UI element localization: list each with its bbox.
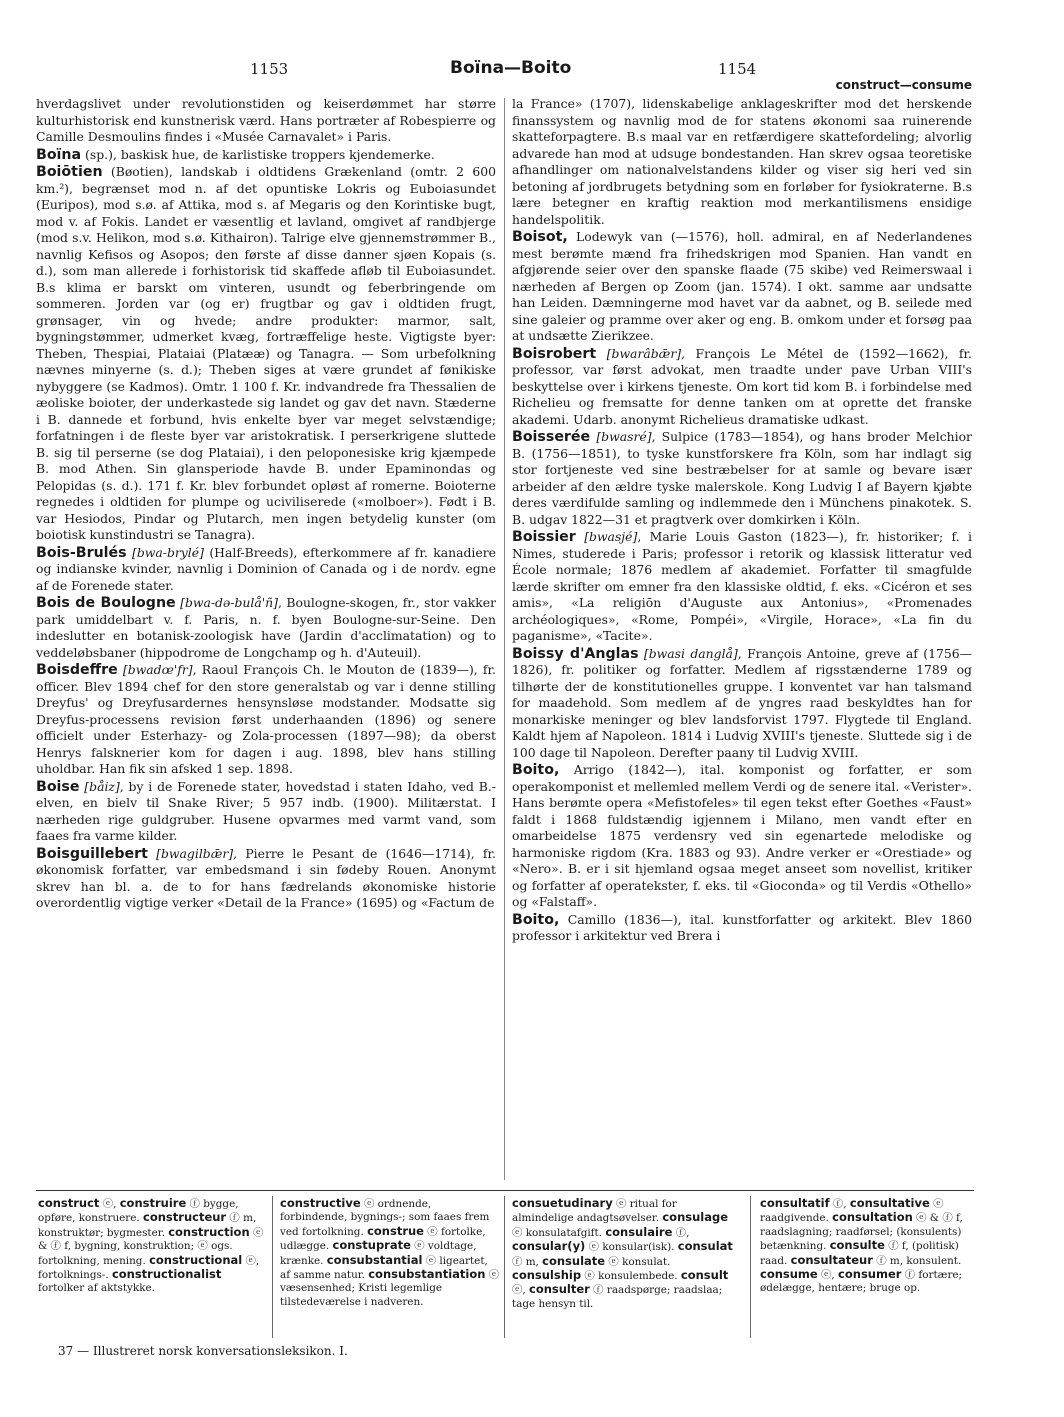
entry-paragraph — [36, 779, 496, 845]
entry-text: , Raoul François Ch. le Mouton de (1839—), fr. officer. Blev 1894 chef for den store generalstab og var i denne stilling Dreyfus' og Dreyfusardernes hensynsløse modstander. Modsatte sig Dreyfus-processens revision først underhaanden (1896) og senere officielt under Esterhazy- og Zola-processen (1897—98); da oberst Henrys falsknerier kom for dagen i aug. 1898, blev hans stilling uholdbar. Han fik sin afsked 1 sep. 1898. — [36, 662, 496, 776]
glossary-word: consubstantiation — [368, 1267, 486, 1282]
entry-headword: Boissier — [512, 529, 576, 545]
entry-headword: Boisserée — [512, 429, 591, 445]
glossary-definition: ⓔ, fortolknings-. — [38, 1254, 260, 1282]
entry-paragraph — [512, 912, 972, 945]
entry-text: Lodewyk van (—1576), holl. admiral, en af Nederlandenes mest berømte mænd fra frihedskrigen mod Spanien. Han vandt en afgjørende seier over den spanske flaade (75 skibe) ved Reimerswaal i nærheden af Bergen op Zoom (jan. 1574). I okt. samme aar undsatte han Leiden. Dæmningerne mod havet var da aabnet, og B. seilede med sine galeier og pramme over aker og eng. B. omkom under et forsøg paa at undsætte Zierikzee. — [512, 229, 972, 343]
entry-text: hverdagslivet under revolutionstiden og keiserdømmet har større kulturhistorisk end kunstnerisk værd. Hans portræter af Robespierre og Camille Desmoulins findes i «Musée Carnavalet» i Paris. — [36, 96, 496, 144]
glossary-column-1 — [38, 1197, 264, 1337]
glossary-definition: ⓔ konsulatafgift. — [512, 1226, 602, 1239]
entry-text: , Sulpice (1783—1854), og hans broder Melchior B. (1756—1851), to tyske kunstforskere fra Köln, som har indlagt sig stor fortjeneste ved sine bestræbelser for at samle og bevare især arbeider af den ældre tyske malerskole. Kong Ludvig I af Bayern kjøbte deres værdifulde samling og indlemmede den i Münchens pinakotek. S. B. udgav 1822—31 et pragtverk over domkirken i Köln. — [512, 429, 972, 527]
glossary-rule — [36, 1190, 974, 1191]
glossary-word: constructional — [149, 1252, 243, 1267]
glossary-word: constuprate — [332, 1238, 411, 1253]
entry-headword: Boisguillebert — [36, 845, 148, 862]
entry-paragraph — [512, 346, 972, 429]
glossary-word: consume — [760, 1267, 818, 1282]
glossary-definition: ⓔ voldtage, krænke. — [280, 1240, 477, 1267]
glossary-word: consubstantial — [326, 1252, 423, 1267]
entry-pronunciation: [bwasjé] — [575, 529, 638, 544]
glossary-column-4 — [760, 1197, 974, 1337]
glossary-word: consulter — [529, 1282, 590, 1297]
glossary-word: consultatif — [760, 1197, 830, 1210]
entry-paragraph — [36, 164, 496, 544]
glossary-definition: ⓕ m, konstruktør; bygmester. — [38, 1212, 257, 1239]
entry-paragraph — [512, 229, 972, 345]
entry-text: , by i de Forenede stater, hovedstad i staten Idaho, ved B.-elven, en bielv til Snake River; 5 957 indb. (1900). Militærstat. I nærheden rige guldgruber. Husene opvarmes med varmt vand, som faaes fra varme kilder. — [36, 778, 496, 843]
glossary-column-3 — [512, 1197, 740, 1337]
glossary-definition: ⓔ & ⓕ f, raadslagning; raadførsel; (konsulents) betænkning. — [760, 1212, 963, 1253]
glossary-word: construct — [38, 1197, 100, 1210]
glossary-definition: ⓔ væsensenhed; Kristi legemlige tilstedeværelse i nadveren. — [280, 1269, 500, 1308]
footer-note: 37 — Illustreret norsk konversationsleksikon. I. — [58, 1344, 348, 1358]
entry-paragraph — [512, 529, 972, 645]
glossary-word: consultation — [832, 1210, 913, 1225]
glossary-definition: ⓕ f, (politisk) raad. — [760, 1240, 959, 1267]
entry-headword: Boise — [36, 778, 80, 795]
glossary-word: consumer — [838, 1267, 902, 1282]
page-number-right: 1154 — [718, 60, 757, 78]
glossary-word: consulage — [662, 1210, 729, 1225]
glossary-definition: ⓕ fortære; ødelægge, hentære; bruge op. — [760, 1269, 963, 1295]
column-divider — [504, 98, 505, 1180]
glossary-word: construe — [367, 1223, 424, 1238]
entry-pronunciation: [bwarâbǣr] — [596, 345, 682, 361]
glossary-definition: ⓔ, — [817, 1269, 839, 1282]
entry-text: Arrigo (1842—), ital. komponist og forfatter, er som operakomponist et mellemled mellem Verdi og de senere ital. «Verister». Hans berømte opera «Mefistofeles» til egen tekst efter Goethes «Faust» faldt i 1868 fuldstændig igjennem i Milano, men vandt efter en omarbeidelse 1875 verdensry ved sin egenartede melodiske og harmoniske rigdom (Kra. 1883 og 93). Andre verker er «Orestiade» og «Nero». B. er i sit hjemland ogsaa meget anseet som novellist, kritiker og forfatter af operatekster, f. eks. til «Gioconda» og til Verdis «Othello» og «Falstaff». — [512, 762, 972, 909]
glossary-word: construire — [119, 1197, 187, 1210]
glossary-definition: ⓕ, — [672, 1226, 690, 1239]
glossary-entries — [280, 1197, 500, 1309]
entry-text: , Pierre le Pesant de (1646—1714), fr. økonomisk forfatter, var embedsmand i sin fødeby Rouen. Anonymt skrev han bl. a. de to for hans fædrelands økonomiske historie overordentlig vigtige verker «Detail de la France» (1695) og «Factum de — [36, 845, 496, 910]
entry-headword: Bois de Boulogne — [36, 595, 176, 611]
entry-pronunciation: [båiz] — [79, 778, 120, 794]
left-text-column — [36, 96, 496, 1178]
entry-headword: Boiōtien — [36, 164, 103, 180]
right-text-column — [512, 96, 972, 1178]
glossary-word: consulat — [677, 1239, 733, 1254]
entry-paragraph — [36, 595, 496, 661]
entry-pronunciation: [bwa-brylé] — [126, 544, 204, 560]
glossary-divider — [750, 1196, 751, 1338]
glossary-definition: ⓔ, — [512, 1284, 529, 1297]
glossary-word: constructionalist — [111, 1267, 222, 1282]
entry-text: (sp.), baskisk hue, de karlistiske troppers kjendemerke. — [81, 146, 435, 162]
entry-pronunciation: [bwasré] — [590, 429, 652, 444]
glossary-definition: ⓕ bygge, opføre, konstruere. — [38, 1198, 239, 1225]
glossary-divider — [504, 1196, 505, 1338]
glossary-definition: ⓔ konsulat. — [605, 1255, 671, 1268]
entry-pronunciation: [bwasi danglå] — [638, 645, 738, 661]
glossary-entries — [760, 1197, 974, 1296]
entry-headword: Bois-Brulés — [36, 544, 127, 561]
glossary-word: consulship — [512, 1268, 582, 1283]
entry-text: (Half-Breeds), efterkommere af fr. kanadiere og indianske kvinder, navnlig i Dominion of Canada og i de nordv. egne af de Forenede stater. — [36, 544, 496, 593]
page-header — [0, 58, 1064, 92]
glossary-definition: ⓕ m, konsulent. — [872, 1254, 962, 1267]
entry-pronunciation: [bwadœ'fr] — [117, 662, 193, 677]
entry-paragraph — [512, 429, 972, 528]
glossary-definition: ⓔ konsular(isk). — [585, 1241, 675, 1254]
glossary-definition: ⓕ m, — [512, 1255, 543, 1268]
entry-paragraph — [512, 762, 972, 911]
glossary-word: construction — [168, 1224, 250, 1239]
glossary-definition: ⓕ, — [829, 1198, 850, 1210]
glossary-entries — [512, 1197, 740, 1311]
glossary-column-2 — [280, 1197, 500, 1337]
entry-text: , Marie Louis Gaston (1823—), fr. historiker; f. i Nimes, studerede i Paris; professor i retorik og klassisk litteratur ved École normale; 1876 medlem af akademiet. Forfatter til smagfulde lærde skrifter om emner fra den klassiske oldtid, f. eks. «Cicéron et ses amis», «La religiōn d'Auguste aux Antonius», «Promenades archéologiques», «Rome, Pompéi», «Virgile, Horace», «La fin du paganisme», «Tacite». — [512, 529, 972, 643]
entry-text: , Boulogne-skogen, fr., stor vakker park umiddelbart v. f. Paris, n. f. byen Boulogne-sur-Seine. Den indeslutter en botanisk-zoologisk have (Jardin d'acclimatation) og to veddeløbsbaner (hippodrome de Longchamp og h. d'Auteuil). — [36, 595, 496, 660]
glossary-definition: ⓔ & ⓕ f, bygning, konstruktion; ⓔ ogs. fortolkning, mening. — [38, 1226, 264, 1267]
glossary-definition: fortolker af aktstykke. — [38, 1282, 155, 1295]
entry-paragraph — [36, 846, 496, 912]
glossary-word: consult — [680, 1268, 729, 1283]
entry-text: , François Le Métel de (1592—1662), fr. professor, var først advokat, men traadte under pave Urban VIII's beskyttelse over i kirkens tjeneste. Om kort tid kom B. i forbindelse med Richelieu og fremsatte for denne tanken om at oprette det franske akademi. Udarb. anonymt Richelieus dramatiske udkast. — [512, 345, 972, 427]
glossary-definition: ⓔ fortolke, udlægge. — [280, 1225, 486, 1253]
glossary-definition: ⓔ ordnende, forbindende, bygnings-; som faaes frem ved fortolkning. — [280, 1198, 490, 1238]
glossary-word: consulate — [542, 1253, 606, 1268]
continuation-paragraph — [36, 96, 496, 146]
glossary-word: consulaire — [605, 1224, 673, 1239]
entry-paragraph — [36, 545, 496, 595]
entry-text: Camillo (1836—), ital. kunstforfatter og arkitekt. Blev 1860 professor i arkitektur ved Brera i — [512, 911, 972, 943]
entry-pronunciation: [bwagilbǣr] — [147, 845, 234, 861]
entry-headword: Boissy d'Anglas — [512, 645, 639, 662]
entry-paragraph — [36, 662, 496, 778]
glossary-divider — [272, 1196, 273, 1338]
glossary-word: consultative — [849, 1197, 930, 1210]
continuation-paragraph — [512, 96, 972, 228]
entry-headword: Boisot, — [512, 229, 568, 245]
glossary-word: consuetudinary — [512, 1197, 613, 1210]
running-title: Boïna—Boito — [450, 58, 572, 78]
glossary-definition: ⓔ konsulembede. — [581, 1270, 678, 1283]
page-number-left: 1153 — [250, 60, 289, 78]
entry-text: (Bøotien), landskab i oldtidens Grækenland (omtr. 2 600 km.²), begrænset mod n. af det opuntiske Lokris og Euboiasundet (Euripos), mod s.ø. af Attika, mod s. af Megaris og den Korintiske bugt, mod v. af Fokis. Landet er væsentlig et lavland, omgivet af randbjerge (mod s.v. Helikon, mod s.ø. Kithairon). Talrige elve gjennemstrømmer B., navnlig Kefisos og Asopos; den første af disse danner sjøen Kopais (s. d.), som man allerede i forhistorisk tid skaffede afløb til Euboiasundet. B.s klima er barskt om vinteren, usundt og feberbringende om sommeren. Jorden var (og er) frugtbar og gav i oldtiden frugt, grønsager, vin og hvede; andre produkter: marmor, salt, bygningstømmer, udmerket kvæg, fortræffelige heste. Vigtigste byer: Theben, Thespiai, Plataiai (Platææ) og Tanagra. — Som urbefolkning nævnes minyerne (s. d.); Theben siges at være grundet af fønikiske nybyggere (se Kadmos). Omtr. 1 100 f. Kr. indvandrede fra Thessalien de æoliske boioter, der underkastede sig landet og gav det navn. Stæderne i B. dannede et forbund, hvis enkelte byer var meget selvstændige; forfatningen i de fleste byer var aristokratisk. I perserkrigene sluttede B. sig til perserne (se dog Plataiai), i den peloponesiske krig kjæmpede B. mod Athen. Sin glansperiode havde B. under Epaminondas og Pelopidas (s. d.). 171 f. Kr. blev forbundet opløst af romerne. Boioterne regnedes i oldtiden for plumpe og uciviliserede («molboer»). Født i B. var Hesiodos, Pindar og Plutarch, men ingen betydelig kunster (om boiotisk kunstindustri se Tanagra). — [36, 164, 496, 542]
glossary-definition: ⓔ ritual for almindelige andagtsøvelser. — [512, 1198, 677, 1225]
entry-paragraph — [512, 646, 972, 762]
entry-text: , François Antoine, greve af (1756—1826), fr. politiker og forfatter. Medlem af rigsstænderne 1789 og tilhørte der de konstitutionelles gruppe. I konventet var han talsmand for maadehold. Som medlem af de yngres raad beskyldtes han for monarkiske meninger og blev landsforvist 1797. Flygtede til England. Kaldt hjem af Napoleon. 1814 i Ludvig XVIII's tjeneste. Sluttede sig i de 100 dage til Napoleon. Derefter paany til Ludvig XVIII. — [512, 645, 972, 760]
entry-headword: Boisrobert — [512, 345, 597, 362]
glossary-word: consular(y) — [512, 1239, 586, 1254]
entry-headword: Boisdeffre — [36, 662, 118, 678]
entry-text: la France» (1707), lidenskabelige anklageskrifter mod det herskende finanssystem og navnlig mod de for statens økonomi saa ruinerende skatteforpagtere. B.s maal var en retfærdigere skattefordeling; alvorlig advarede han mod at udsuge bondestanden. Han skrev ogsaa teoretiske afhandlinger om nationalvelstandens kilder og viser sig heri ved sin betoning af jordbrugets betydning som en forløber for fysiokraterne. B.s lære betegner en kraftig reaktion mod merkantilismens ensidige handelspolitik. — [512, 96, 972, 227]
glossary-definition: ⓔ ligeartet, af samme natur. — [280, 1254, 488, 1282]
entry-headword: Boito, — [512, 762, 560, 778]
entry-paragraph — [36, 147, 496, 164]
glossary-definition: ⓔ raadgivende. — [760, 1198, 944, 1225]
glossary-range-label: construct—consume — [835, 78, 972, 92]
entry-pronunciation: [bwa-də-bulå'ñ] — [175, 595, 278, 610]
glossary-definition: ⓕ raadspørge; raadslaa; tage hensyn til. — [512, 1284, 723, 1310]
glossary-entries — [38, 1197, 264, 1296]
glossary-word: constructeur — [143, 1210, 227, 1225]
glossary-word: consulte — [829, 1238, 885, 1253]
glossary-word: consultateur — [790, 1252, 873, 1267]
glossary-definition: ⓔ, — [99, 1198, 120, 1210]
entry-headword: Boïna — [36, 146, 82, 163]
glossary-word: constructive — [280, 1197, 361, 1210]
entry-headword: Boito, — [512, 911, 560, 928]
